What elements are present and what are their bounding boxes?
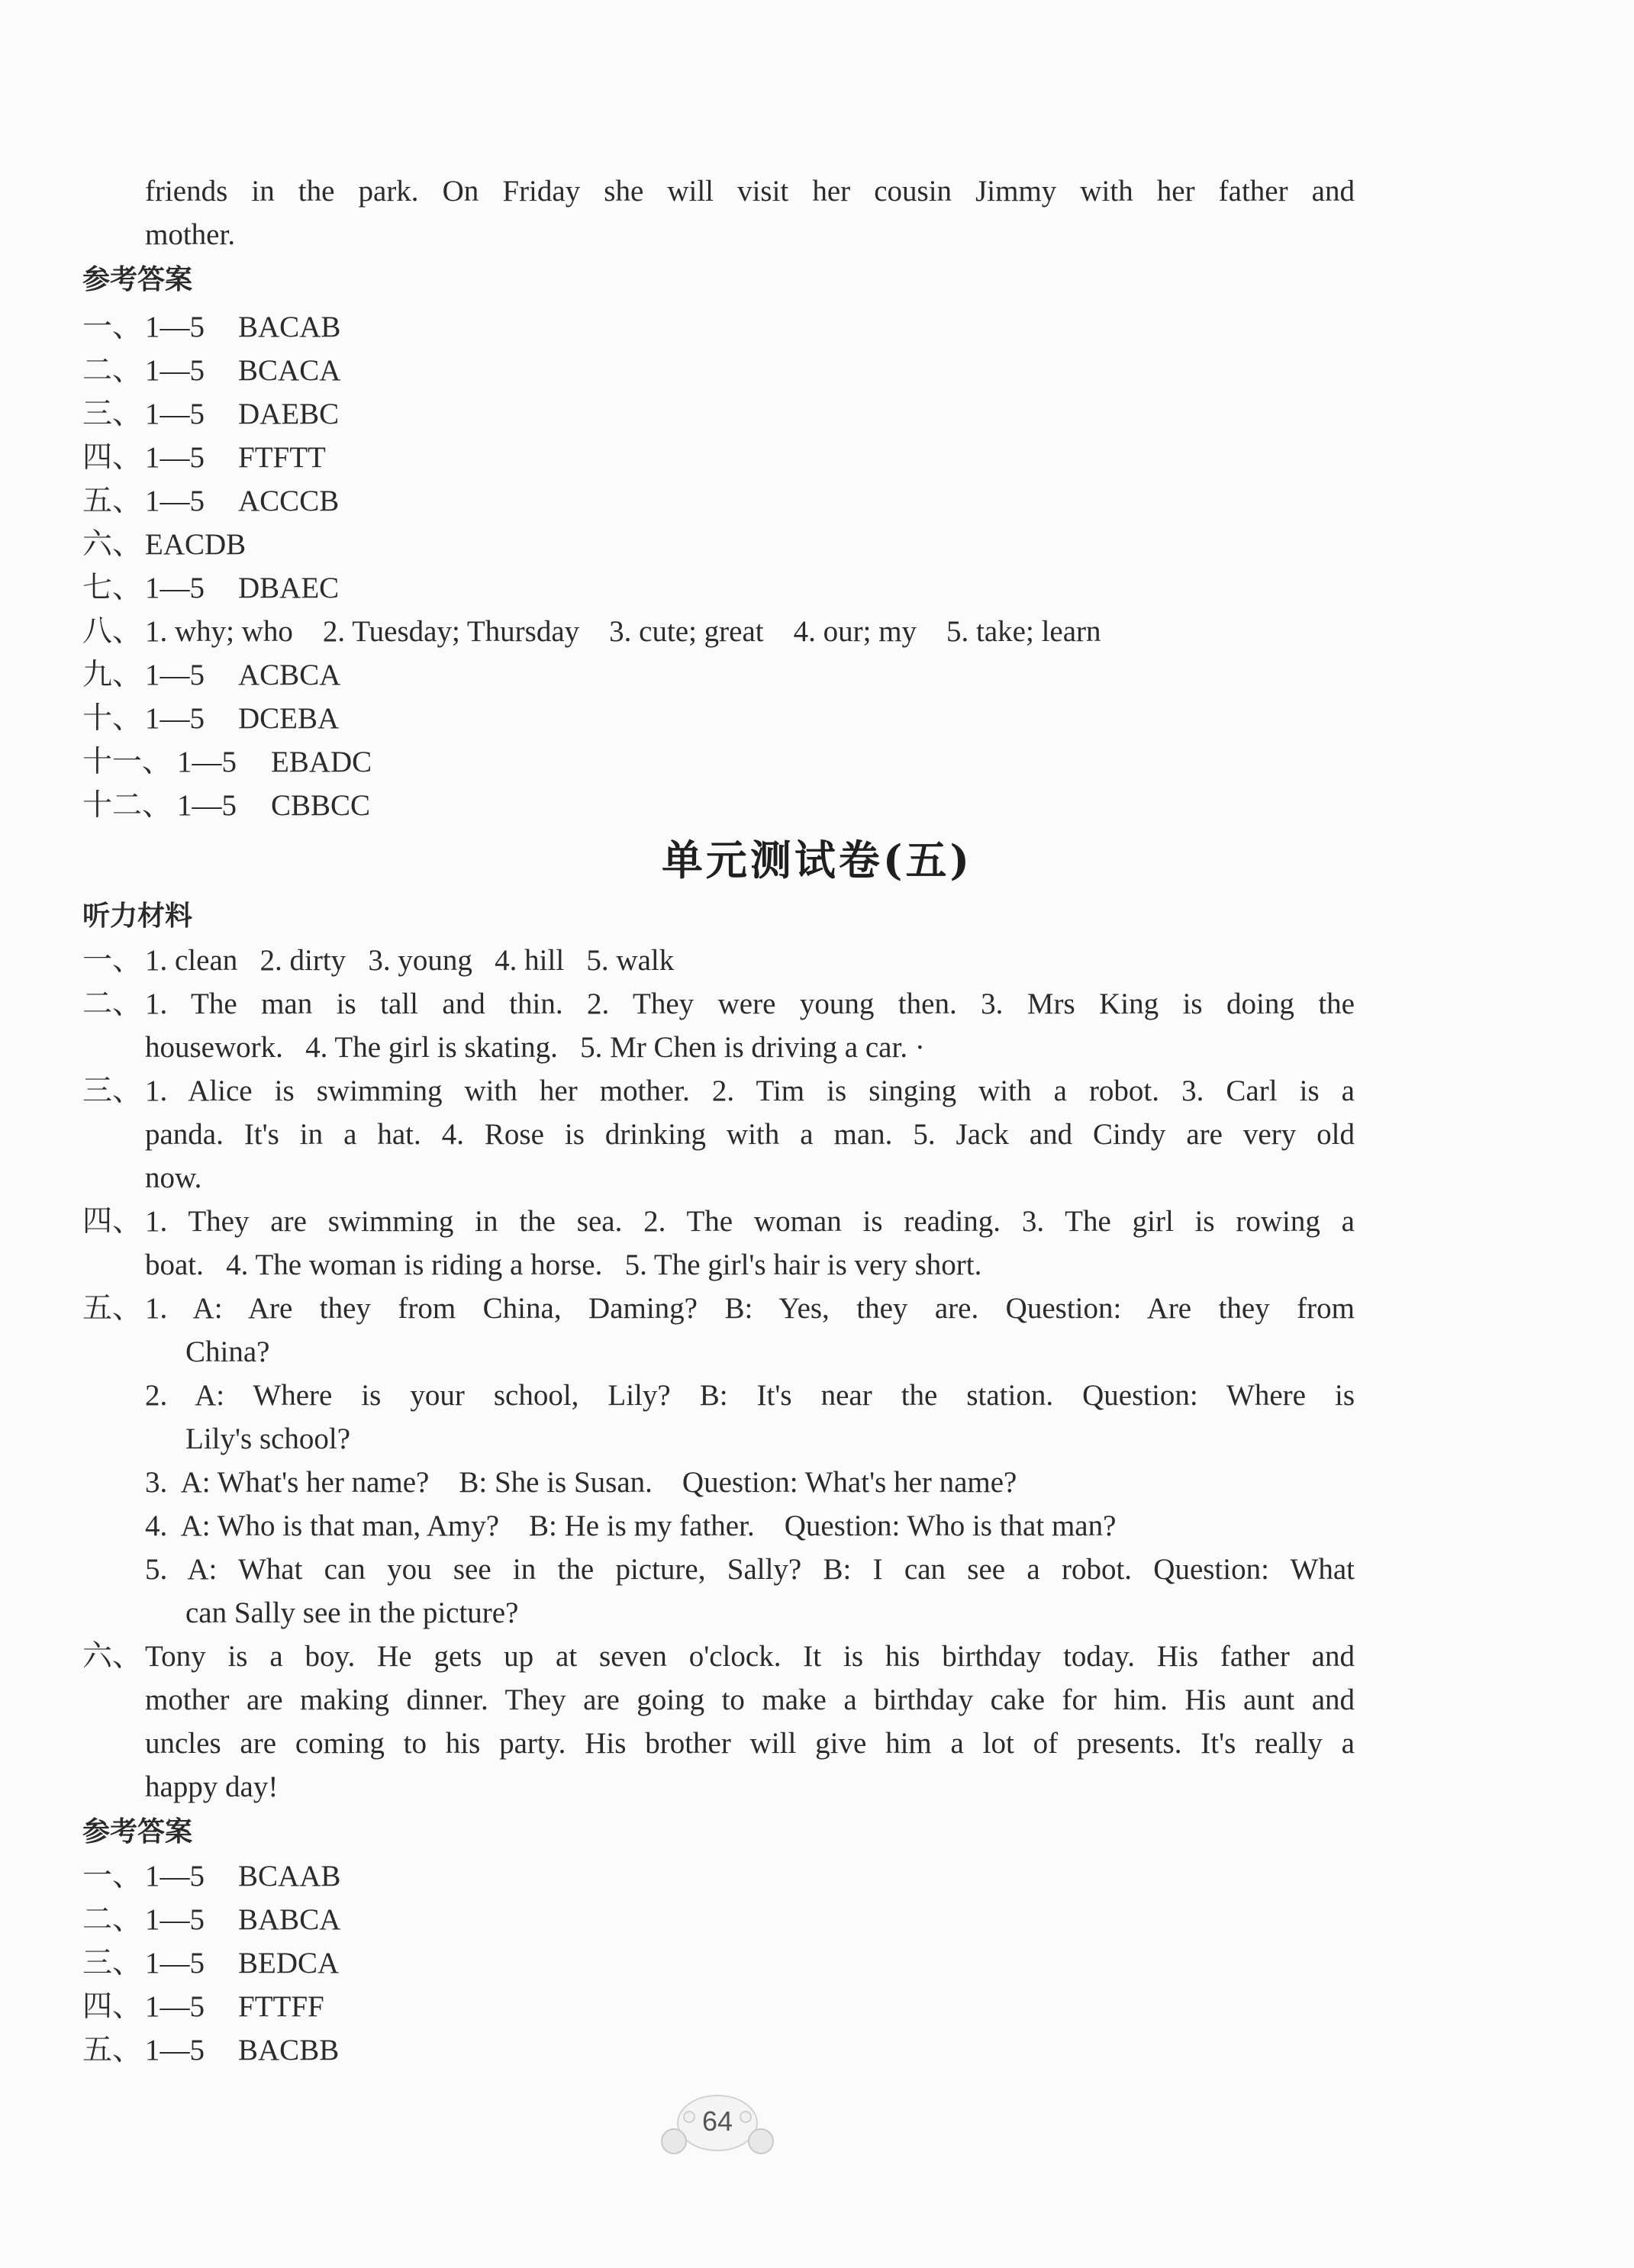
listening-item: mother are making dinner. They are going to make a birthday cake for him. His aunt and bbox=[145, 1683, 1355, 1716]
listening-item: 3. A: What's her name? B: She is Susan. Question: What's her name? bbox=[145, 1466, 1017, 1499]
answer-row: 十二、 1—5 CBBCC bbox=[82, 789, 371, 822]
listening-item: 4. A: Who is that man, Amy? B: He is my father. Question: Who is that man? bbox=[145, 1509, 1117, 1542]
page-number: 64 bbox=[701, 2105, 733, 2137]
unit-title: 单元测试卷(五) bbox=[661, 836, 973, 884]
answer-row: 四、 1—5 FTTFF bbox=[82, 1990, 324, 2023]
answer-row: 九、 1—5 ACBCA bbox=[82, 659, 341, 691]
answer-row: 三、 1—5 DAEBC bbox=[82, 398, 340, 430]
answer-row: 五、 1—5 BACBB bbox=[82, 2034, 340, 2067]
listening-item: 四、 1. They are swimming in the sea. 2. The woman is reading. 3. The girl is rowing a bbox=[82, 1205, 1355, 1238]
answer-row: 八、 1. why; who 2. Tuesday; Thursday 3. cute; great 4. our; my 5. take; learn bbox=[82, 615, 1101, 648]
answer-row: 四、 1—5 FTFTT bbox=[82, 441, 326, 474]
listening-item: 三、 1. Alice is swimming with her mother. 2. Tim is singing with a robot. 3. Carl is a bbox=[82, 1074, 1355, 1107]
listening-item: uncles are coming to his party. His brother will give him a lot of presents. It's really a bbox=[145, 1727, 1355, 1760]
answer-row: 七、 1—5 DBAEC bbox=[82, 572, 340, 604]
answer-row: 三、 1—5 BEDCA bbox=[82, 1947, 340, 1980]
listening-item: can Sally see in the picture? bbox=[185, 1596, 519, 1629]
answer-key-heading: 参考答案 bbox=[82, 264, 193, 295]
listening-item: now. bbox=[145, 1161, 202, 1194]
listening-item: happy day! bbox=[145, 1770, 279, 1803]
paragraph-line bbox=[0, 213, 1634, 256]
answer-row: 五、 1—5 ACCCB bbox=[82, 485, 340, 517]
listening-item: housework. 4. The girl is skating. 5. Mr Chen is driving a car. · bbox=[145, 1031, 925, 1064]
listening-item: 二、 1. The man is tall and thin. 2. They were young then. 3. Mrs King is doing the bbox=[82, 987, 1355, 1020]
listening-item: 2. A: Where is your school, Lily? B: It's near the station. Question: Where is bbox=[145, 1379, 1355, 1412]
listening-item: 一、 1. clean 2. dirty 3. young 4. hill 5. walk bbox=[82, 944, 675, 977]
page-number-badge bbox=[653, 2091, 782, 2160]
listening-item: China? bbox=[185, 1335, 270, 1368]
listening-item: panda. It's in a hat. 4. Rose is drinking with a man. 5. Jack and Cindy are very old bbox=[145, 1118, 1355, 1151]
answer-row: 六、 EACDB bbox=[82, 528, 247, 561]
answer-row: 十一、 1—5 EBADC bbox=[82, 746, 372, 778]
answer-row: 二、 1—5 BCACA bbox=[82, 354, 341, 387]
answer-key-heading: 参考答案 bbox=[82, 1816, 193, 1848]
listening-heading: 听力材料 bbox=[82, 900, 193, 932]
text-line: friends in the park. On Friday she will visit her cousin Jimmy with her father and bbox=[145, 175, 1355, 208]
answer-row: 十、 1—5 DCEBA bbox=[82, 702, 340, 735]
listening-item: Lily's school? bbox=[185, 1422, 351, 1455]
answer-row: 一、 1—5 BACAB bbox=[82, 311, 341, 343]
listening-item: boat. 4. The woman is riding a horse. 5. The girl's hair is very short. bbox=[145, 1248, 982, 1281]
paragraph-line bbox=[0, 169, 1634, 213]
answer-row: 一、 1—5 BCAAB bbox=[82, 1860, 341, 1893]
listening-item: 六、 Tony is a boy. He gets up at seven o'clock. It is his birthday today. His father and bbox=[82, 1640, 1355, 1673]
text-line: mother. bbox=[145, 218, 236, 251]
answer-row: 二、 1—5 BABCA bbox=[82, 1903, 341, 1936]
listening-item: 五、 1. A: Are they from China, Daming? B: Yes, they are. Question: Are they from bbox=[82, 1292, 1355, 1325]
listening-item: 5. A: What can you see in the picture, Sally? B: I can see a robot. Question: What bbox=[145, 1553, 1355, 1586]
